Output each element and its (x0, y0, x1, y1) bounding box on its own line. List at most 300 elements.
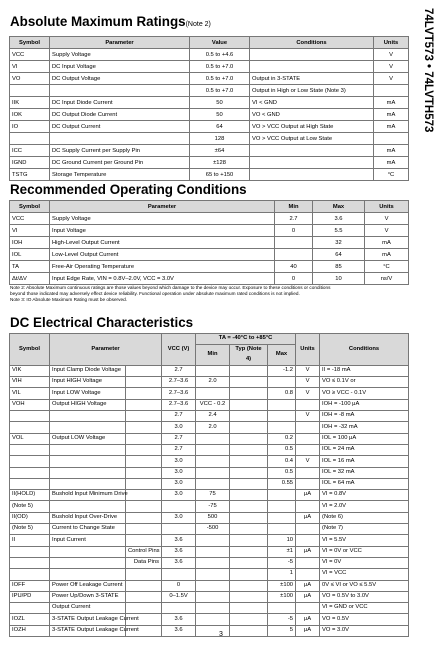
table-cell (196, 478, 230, 489)
table-cell (250, 145, 374, 157)
table-cell: VCC - 0.2 (196, 399, 230, 410)
table-cell: 0.5 to +7.0 (190, 85, 250, 97)
table-cell (10, 467, 50, 478)
table-cell: -500 (196, 524, 230, 535)
table-row (10, 399, 409, 410)
table-cell: ns/V (365, 273, 409, 285)
table-cell: V (296, 365, 320, 376)
table-cell: 3.6 (162, 625, 196, 636)
table-cell (50, 456, 126, 467)
table-cell: 3.0 (162, 512, 196, 523)
table-cell: VI (10, 225, 50, 237)
table-cell: VO = 0.5V (320, 614, 409, 625)
table-cell (296, 422, 320, 433)
table-cell: 0.5 to +4.6 (190, 49, 250, 61)
col-vcc: VCC (V) (162, 334, 196, 366)
table-cell: Δt/ΔV (10, 273, 50, 285)
table-cell: Data Pins (126, 557, 162, 568)
table-cell: VI = 0.8V (320, 490, 409, 501)
table-cell: 64 (190, 121, 250, 133)
table-cell: Output Current (50, 603, 126, 614)
table-cell: ±100 (268, 591, 296, 602)
column-header: Symbol (10, 37, 50, 49)
table-cell: 10 (313, 273, 365, 285)
table-cell (268, 501, 296, 512)
table-cell: Input Voltage (50, 225, 275, 237)
table-cell (196, 365, 230, 376)
table-cell (296, 535, 320, 546)
table-cell (126, 603, 162, 614)
table-cell: IO (10, 121, 50, 133)
table-cell: TA (10, 261, 50, 273)
table-cell (50, 557, 126, 568)
side-title: 74LVT573 • 74LVTH573 (422, 8, 434, 133)
table-cell (196, 467, 230, 478)
note-line: beyond those indicated may adversely effect device reliability. Functional operation under absolute maximum rated conditions is not implied. (10, 291, 300, 297)
table-cell (126, 512, 162, 523)
table-cell (250, 49, 374, 61)
table-cell (196, 591, 230, 602)
table-cell (296, 467, 320, 478)
table-cell: 3-STATE Output Leakage Current (50, 614, 126, 625)
table-row (10, 512, 409, 523)
roc-heading: Recommended Operating Conditions (10, 182, 247, 197)
table-cell: 0 (162, 580, 196, 591)
table-cell (296, 557, 320, 568)
table-cell (196, 569, 230, 580)
table-cell: Free-Air Operating Temperature (50, 261, 275, 273)
table-cell: V (296, 411, 320, 422)
table-cell (10, 85, 50, 97)
table-cell (126, 365, 162, 376)
table-cell (296, 603, 320, 614)
table-row (10, 85, 409, 97)
table-row (10, 501, 409, 512)
table-cell (374, 85, 409, 97)
table-cell (50, 569, 126, 580)
table-cell (275, 249, 313, 261)
table-cell (162, 524, 196, 535)
table-cell: Bushold Input Over-Drive (50, 512, 126, 523)
table-cell: -5 (268, 557, 296, 568)
table-cell: Input Current (50, 535, 126, 546)
table-row (10, 557, 409, 568)
table-cell (275, 237, 313, 249)
table-row (10, 377, 409, 388)
table-cell: V (296, 388, 320, 399)
table-cell: (Note 7) (320, 524, 409, 535)
table-cell: 85 (313, 261, 365, 273)
table-cell: 3.6 (162, 535, 196, 546)
table-cell (126, 444, 162, 455)
table-cell: (Note 6) (320, 512, 409, 523)
notes (10, 285, 408, 304)
table-cell: 2.7 (162, 411, 196, 422)
table-cell: ±64 (190, 145, 250, 157)
table-cell (10, 557, 50, 568)
col-symbol: Symbol (10, 334, 50, 366)
table-cell: DC Output Current (50, 121, 190, 133)
table-cell (268, 512, 296, 523)
table-cell: IOZH (10, 625, 50, 636)
table-cell (230, 478, 268, 489)
table-cell: Current to Change State (50, 524, 126, 535)
column-header: Units (365, 201, 409, 213)
table-cell: VO > VCC Output at High State (250, 121, 374, 133)
dc-electrical-characteristics-table (9, 333, 409, 637)
table-cell: V (374, 49, 409, 61)
table-cell (126, 580, 162, 591)
table-cell: 0.5 to +7.0 (190, 73, 250, 85)
table-cell (230, 433, 268, 444)
table-cell: 0 (275, 273, 313, 285)
table-cell: IPU/PD (10, 591, 50, 602)
table-cell (230, 456, 268, 467)
table-cell: IGND (10, 157, 50, 169)
table-cell: 0–1.5V (162, 591, 196, 602)
table-cell: 2.7–3.6 (162, 399, 196, 410)
table-cell: 0.5 to +7.0 (190, 61, 250, 73)
col-ta: TA = -40°C to +85°C (196, 334, 296, 345)
table-cell: Supply Voltage (50, 213, 275, 225)
table-cell: Input HIGH Voltage (50, 377, 126, 388)
table-cell: V (374, 61, 409, 73)
table-cell: 3.0 (162, 478, 196, 489)
table-cell: 0.5 (268, 444, 296, 455)
table-cell: ICC (10, 145, 50, 157)
table-cell: Storage Temperature (50, 169, 190, 181)
table-cell: II(HOLD) (10, 490, 50, 501)
table-cell: 0.8 (268, 388, 296, 399)
table-cell (230, 557, 268, 568)
table-cell: 3.6 (162, 614, 196, 625)
column-header: Symbol (10, 201, 50, 213)
table-cell: 3.0 (162, 490, 196, 501)
table-cell: 2.7–3.6 (162, 377, 196, 388)
table-cell: 75 (196, 490, 230, 501)
table-cell (268, 377, 296, 388)
table-cell (196, 433, 230, 444)
table-cell: VI = 2.0V (320, 501, 409, 512)
table-cell: Output HIGH Voltage (50, 399, 126, 410)
table-cell (196, 580, 230, 591)
table-cell: 5.5 (313, 225, 365, 237)
table-cell: μA (296, 490, 320, 501)
table-cell: VI = 0V or VCC (320, 546, 409, 557)
table-cell (50, 467, 126, 478)
table-cell (126, 456, 162, 467)
table-cell (126, 467, 162, 478)
table-row (10, 411, 409, 422)
table-cell (268, 524, 296, 535)
table-cell (268, 411, 296, 422)
table-cell: Low-Level Output Current (50, 249, 275, 261)
table-cell: μA (296, 591, 320, 602)
table-row (10, 456, 409, 467)
table-row (10, 524, 409, 535)
table-cell (126, 399, 162, 410)
table-row (10, 580, 409, 591)
column-header: Parameter (50, 37, 190, 49)
table-cell (10, 478, 50, 489)
table-cell (196, 456, 230, 467)
column-header: Min (275, 201, 313, 213)
table-row (10, 109, 409, 121)
table-cell: VOL (10, 433, 50, 444)
table-cell: μA (296, 546, 320, 557)
table-row (10, 61, 409, 73)
table-cell (196, 557, 230, 568)
table-cell: VCC (10, 213, 50, 225)
table-cell: 2.4 (196, 411, 230, 422)
table-cell: VI < GND (250, 97, 374, 109)
table-row (10, 237, 409, 249)
table-cell: 2.7 (162, 444, 196, 455)
table-cell: VIK (10, 365, 50, 376)
table-cell: VCC (10, 49, 50, 61)
table-cell (296, 524, 320, 535)
table-cell (268, 399, 296, 410)
table-cell (230, 377, 268, 388)
col-conditions: Conditions (320, 334, 409, 366)
table-cell (268, 490, 296, 501)
table-cell: VO ≥ VCC - 0.1V (320, 388, 409, 399)
table-cell (126, 490, 162, 501)
table-cell: IOZL (10, 614, 50, 625)
column-header: Conditions (250, 37, 374, 49)
table-cell: 64 (313, 249, 365, 261)
table-cell (296, 478, 320, 489)
table-cell (230, 524, 268, 535)
table-cell: TSTG (10, 169, 50, 181)
table-cell (10, 569, 50, 580)
table-cell: 50 (190, 109, 250, 121)
table-cell: DC Output Voltage (50, 73, 190, 85)
col-parameter: Parameter (50, 334, 162, 366)
table-cell (196, 535, 230, 546)
table-cell: Output in High or Low State (Note 3) (250, 85, 374, 97)
table-cell: VI = GND or VCC (320, 603, 409, 614)
table-row (10, 467, 409, 478)
table-cell: 32 (313, 237, 365, 249)
table-cell: IOH = -100 μA (320, 399, 409, 410)
table-cell: 65 to +150 (190, 169, 250, 181)
table-cell: 50 (190, 97, 250, 109)
table-cell: Output LOW Voltage (50, 433, 126, 444)
table-cell (50, 546, 126, 557)
column-header: Value (190, 37, 250, 49)
table-cell (50, 411, 126, 422)
table-cell: -75 (196, 501, 230, 512)
table-cell (126, 478, 162, 489)
table-row (10, 73, 409, 85)
table-cell: (Note 5) (10, 524, 50, 535)
table-cell: 128 (190, 133, 250, 145)
table-cell (10, 456, 50, 467)
table-cell (162, 603, 196, 614)
col-max: Max (268, 345, 296, 366)
table-cell (10, 444, 50, 455)
table-cell: mA (374, 97, 409, 109)
column-header: Parameter (50, 201, 275, 213)
table-cell (126, 433, 162, 444)
table-cell: Power Up/Down 3-STATE (50, 591, 126, 602)
table-cell: V (296, 456, 320, 467)
table-row (10, 365, 409, 376)
table-cell: 1 (268, 569, 296, 580)
table-cell (230, 535, 268, 546)
table-cell: VI = VCC (320, 569, 409, 580)
table-cell: VIL (10, 388, 50, 399)
table-cell (10, 133, 50, 145)
table-row (10, 603, 409, 614)
table-cell: °C (365, 261, 409, 273)
table-cell (50, 85, 190, 97)
column-header: Max (313, 201, 365, 213)
table-cell (126, 535, 162, 546)
table-cell (196, 603, 230, 614)
table-row (10, 261, 409, 273)
table-cell (126, 422, 162, 433)
table-cell: mA (365, 249, 409, 261)
table-row (10, 133, 409, 145)
table-cell: II (10, 535, 50, 546)
table-cell: 2.0 (196, 377, 230, 388)
table-cell: (Note 5) (10, 501, 50, 512)
table-row (10, 569, 409, 580)
table-cell: IOH (10, 237, 50, 249)
table-cell: °C (374, 169, 409, 181)
table-cell: 10 (268, 535, 296, 546)
table-cell: VO = 0.5V to 3.0V (320, 591, 409, 602)
table-cell: Control Pins (126, 546, 162, 557)
table-cell (268, 422, 296, 433)
table-cell: mA (374, 157, 409, 169)
table-cell (196, 546, 230, 557)
table-cell: VO < GND (250, 109, 374, 121)
table-cell (126, 501, 162, 512)
table-cell: Input LOW Voltage (50, 388, 126, 399)
table-header-row (10, 37, 409, 49)
table-row (10, 273, 409, 285)
column-header: Units (374, 37, 409, 49)
table-cell (230, 411, 268, 422)
table-cell (250, 61, 374, 73)
table-cell: Output in 3-STATE (250, 73, 374, 85)
table-cell: DC Input Diode Current (50, 97, 190, 109)
table-cell: Supply Voltage (50, 49, 190, 61)
table-row (10, 169, 409, 181)
table-row (10, 591, 409, 602)
table-cell (230, 444, 268, 455)
table-cell: 500 (196, 512, 230, 523)
table-cell (10, 546, 50, 557)
table-row (10, 433, 409, 444)
table-cell (126, 411, 162, 422)
table-cell: V (296, 377, 320, 388)
table-cell (10, 603, 50, 614)
table-cell: IOH = -8 mA (320, 411, 409, 422)
col-units: Units (296, 334, 320, 366)
table-cell: DC Supply Current per Supply Pin (50, 145, 190, 157)
table-row (10, 535, 409, 546)
table-cell (230, 580, 268, 591)
table-row (10, 97, 409, 109)
table-cell: 3.6 (162, 557, 196, 568)
table-cell: IOL = 24 mA (320, 444, 409, 455)
table-cell (126, 377, 162, 388)
table-cell (296, 444, 320, 455)
table-cell: VI = 0V (320, 557, 409, 568)
table-cell: 2.7–3.6 (162, 388, 196, 399)
table-cell (50, 422, 126, 433)
table-cell: II = -18 mA (320, 365, 409, 376)
table-cell: μA (296, 625, 320, 636)
table-row (10, 249, 409, 261)
table-cell: V (365, 225, 409, 237)
table-cell: IOFF (10, 580, 50, 591)
table-cell: 3-STATE Output Leakage Current (50, 625, 126, 636)
table-cell (230, 603, 268, 614)
table-cell (296, 569, 320, 580)
table-cell: VI = 5.5V (320, 535, 409, 546)
table-cell: V (365, 213, 409, 225)
table-row (10, 422, 409, 433)
table-cell: 0.2 (268, 433, 296, 444)
table-cell: Input Edge Rate, VIN = 0.8V–2.0V, VCC = 3.0V (50, 273, 275, 285)
table-cell: μA (296, 512, 320, 523)
table-cell (196, 444, 230, 455)
table-cell: μA (296, 580, 320, 591)
table-cell: 3.0 (162, 422, 196, 433)
table-row (10, 444, 409, 455)
table-cell: 3.0 (162, 456, 196, 467)
table-cell: ±100 (268, 580, 296, 591)
table-cell (50, 444, 126, 455)
table-cell: VI (10, 61, 50, 73)
table-cell (230, 388, 268, 399)
table-cell: IOH = -32 mA (320, 422, 409, 433)
table-cell: 0.4 (268, 456, 296, 467)
table-cell: 2.0 (196, 422, 230, 433)
table-row (10, 225, 409, 237)
table-cell: 3.0 (162, 467, 196, 478)
table-cell: VO > VCC Output at Low State (250, 133, 374, 145)
table-cell (230, 591, 268, 602)
table-cell: -5 (268, 614, 296, 625)
table-cell: DC Output Diode Current (50, 109, 190, 121)
table-cell: 5 (268, 625, 296, 636)
table-cell (230, 569, 268, 580)
table-cell (10, 411, 50, 422)
table-row (10, 121, 409, 133)
table-cell (50, 501, 126, 512)
table-cell (162, 569, 196, 580)
table-cell: mA (374, 109, 409, 121)
table-cell: mA (374, 121, 409, 133)
table-cell: 2.7 (275, 213, 313, 225)
table-cell (126, 524, 162, 535)
table-cell: mA (374, 145, 409, 157)
table-cell: 0.5 (268, 467, 296, 478)
table-cell (230, 422, 268, 433)
table-cell (374, 133, 409, 145)
recommended-operating-conditions-table (9, 200, 409, 285)
table-cell: DC Ground Current per Ground Pin (50, 157, 190, 169)
table-cell (50, 478, 126, 489)
page-number: 3 (219, 631, 223, 638)
table-cell: 0.55 (268, 478, 296, 489)
